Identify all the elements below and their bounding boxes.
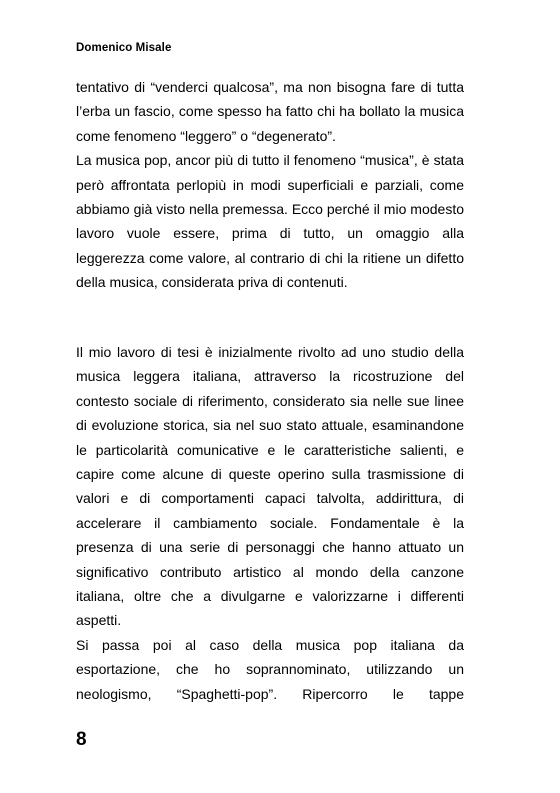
paragraph-3: Il mio lavoro di tesi è inizialmente rivolto ad uno studio della musica leggera italiana, attraverso la ricostruzione del contesto sociale di riferimento, considerato sia nelle sue linee di evoluzione storica, sia nel suo stato attuale, esaminandone le particolarità comunicative e le caratteristiche salienti, e capire come alcune di queste operino sulla trasmissione di valori e di comportamenti capaci talvolta, addirittura, di accelerare il cambiamento sociale. Fondamentale è la presenza di una serie di personaggi che hanno attuato un significativo contributo artistico al mondo della canzone italiana, oltre che a divulgarne e valorizzarne i differenti aspetti. — [76, 344, 464, 629]
paragraph-1: tentativo di “venderci qualcosa”, ma non bisogna fare di tutta l’erba un fascio, come spesso ha fatto chi ha bollato la musica come fenomeno “leggero” o “degenerato”. — [76, 79, 464, 144]
text-block-lower — [76, 340, 464, 706]
text-block-upper — [76, 75, 464, 295]
paragraph-2: La musica pop, ancor più di tutto il fenomeno “musica”, è stata però affrontata perlopiù in modi superficiali e parziali, come abbiamo già visto nella premessa. Ecco perché il mio modesto lavoro vuole essere, prima di tutto, un omaggio alla leggerezza come valore, al contrario di chi la ritiene un difetto della musica, considerata priva di contenuti. — [76, 152, 464, 291]
page-number: 8 — [76, 729, 87, 750]
paragraph-4: Si passa poi al caso della musica pop italiana da esportazione, che ho soprannominato, utilizzando un neologismo, “Spaghetti-pop”. Ripercorro le tappe — [76, 636, 464, 702]
running-head-author: Domenico Misale — [76, 42, 172, 54]
